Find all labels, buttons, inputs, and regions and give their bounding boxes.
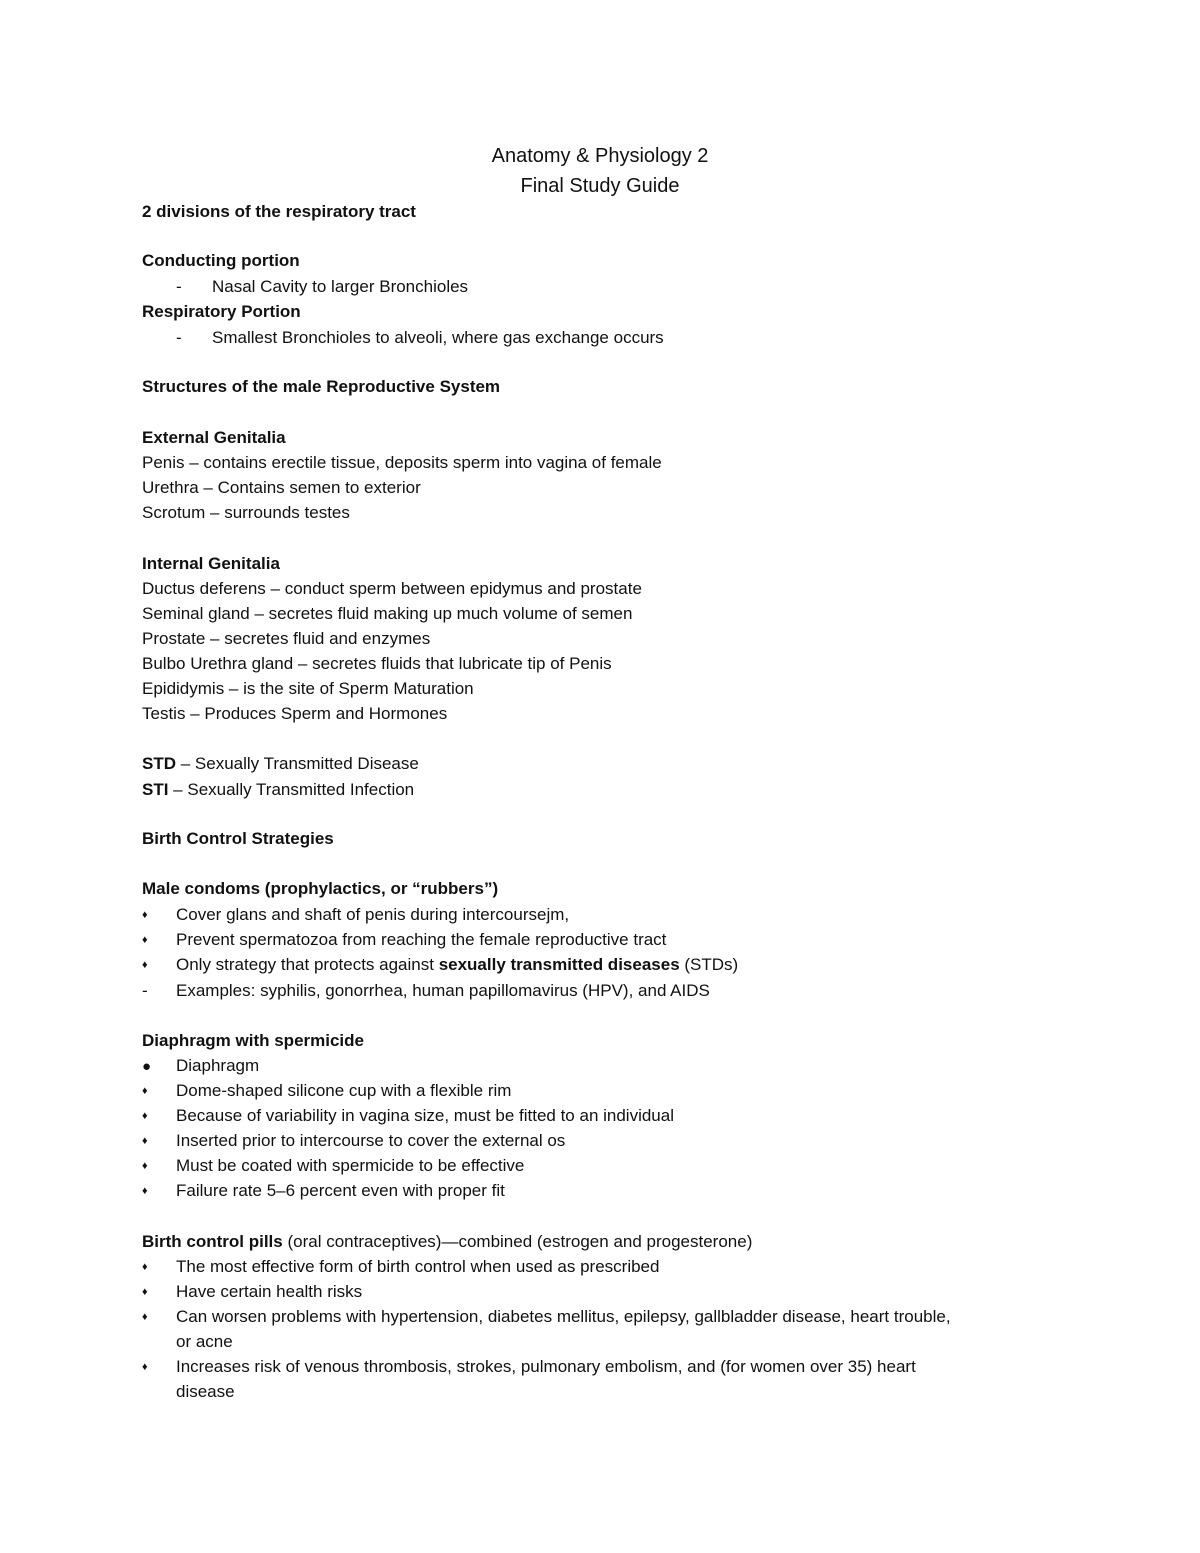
std-term: STD bbox=[142, 754, 176, 773]
bullet-marker: ♦ bbox=[142, 1110, 148, 1122]
external-genitalia-heading: External Genitalia bbox=[142, 428, 286, 447]
bullet-marker: ♦ bbox=[142, 934, 148, 946]
list-item: Penis – contains erectile tissue, deposits sperm into vagina of female bbox=[142, 453, 662, 472]
birth-control-heading: Birth Control Strategies bbox=[142, 829, 334, 848]
bullet-marker: ♦ bbox=[142, 1261, 148, 1273]
document-title: Anatomy & Physiology 2 bbox=[491, 145, 709, 167]
bullet-marker: ♦ bbox=[142, 1085, 148, 1097]
list-item: Seminal gland – secretes fluid making up much volume of semen bbox=[142, 604, 633, 623]
list-item: Prostate – secretes fluid and enzymes bbox=[142, 629, 431, 648]
bullet-marker: ♦ bbox=[142, 1361, 148, 1373]
bullet-marker: ♦ bbox=[142, 909, 148, 921]
dash-marker: - bbox=[142, 981, 148, 1000]
list-item: Urethra – Contains semen to exterior bbox=[142, 478, 421, 497]
bullet-marker: ♦ bbox=[142, 1135, 148, 1147]
bullet-marker: ♦ bbox=[142, 1185, 148, 1197]
document-page: Anatomy & Physiology 2 Final Study Guide 2 divisions of the respiratory tract Conducting portion - Nasal Cavity to larger Bronchioles Respiratory Portion - Smallest Bronchioles to alveoli, where gas exchange occurs Structures of the male Reproductive System External Genitalia Penis – contains erectile tissue, deposits sperm into vagina of female Urethra – Contains semen to exterior Scrotum – surrounds testes Internal Genitalia Ductus deferens – conduct sperm between epidymus and prostate Seminal gland – secretes fluid making up much volume of semen Prostate – secretes fluid and enzymes Bulbo Urethra gland – secretes fluids that lubricate tip of Penis Epididymis – is the site of Sperm Maturation Testis – Produces Sperm and Hormones STD – Sexually Transmitted Disease STI – Sexually Transmitted Infection Birth Control Strategies Male condoms (prophylactics, or “rubbers”) ♦ Cover glans and shaft of penis during intercoursejm, ♦ Prevent spermatozoa from reaching the female reproductive tract ♦ Only strategy that protects against sexually transmitted diseases (STDs) - Examples: syphilis, gonorrhea, human papillomavirus (HPV), and AIDS Diaphragm with spermicide ● Diaphragm ♦ Dome-shaped silicone cup with a flexible rim ♦ Because of variability in vagina size, must be fitted to an individual ♦ Inserted prior to intercourse to cover the external os ♦ Must be coated with spermicide to be effective ♦ Failure rate 5–6 percent even with proper fit Birth control pills (oral contraceptives)—combined (estrogen and progesterone) ♦ The most effective form of birth control when used as prescribed ♦ Have certain health risks ♦ Can worsen problems with hypertension, diabetes mellitus, epilepsy, gallbladder disease, heart trouble, or acne ♦ Increases risk of venous thrombosis, strokes, pulmonary embolism, and (for women over 35) heart disease bbox=[0, 0, 1200, 1553]
bullet-marker: ♦ bbox=[142, 1311, 148, 1323]
diaphragm-heading: Diaphragm with spermicide bbox=[142, 1031, 364, 1050]
list-item: Scrotum – surrounds testes bbox=[142, 503, 350, 522]
list-item: Epididymis – is the site of Sperm Maturation bbox=[142, 679, 474, 698]
bullet-marker: ♦ bbox=[142, 1160, 148, 1172]
list-item: Bulbo Urethra gland – secretes fluids that lubricate tip of Penis bbox=[142, 654, 612, 673]
dash-marker: - bbox=[176, 277, 182, 296]
sti-definition: STI – Sexually Transmitted Infection bbox=[142, 780, 415, 799]
conducting-heading: Conducting portion bbox=[142, 251, 300, 270]
bullet-marker: ♦ bbox=[142, 1286, 148, 1298]
internal-genitalia-heading: Internal Genitalia bbox=[142, 554, 280, 573]
male-repro-heading: Structures of the male Reproductive System bbox=[142, 377, 501, 396]
pills-heading: Birth control pills (oral contraceptives)—combined (estrogen and progesterone) bbox=[142, 1232, 753, 1251]
condoms-heading: Male condoms (prophylactics, or “rubbers”) bbox=[142, 879, 499, 898]
std-definition: STD – Sexually Transmitted Disease bbox=[142, 754, 419, 773]
sti-term: STI bbox=[142, 780, 169, 799]
respiratory-heading: 2 divisions of the respiratory tract bbox=[142, 202, 416, 221]
dash-marker: - bbox=[176, 328, 182, 347]
list-item: Ductus deferens – conduct sperm between epidymus and prostate bbox=[142, 579, 642, 598]
dot-marker: ● bbox=[142, 1058, 152, 1075]
list-item: Testis – Produces Sperm and Hormones bbox=[142, 704, 448, 723]
bullet-marker: ♦ bbox=[142, 959, 148, 971]
respiratory-portion-heading: Respiratory Portion bbox=[142, 302, 301, 321]
document-subtitle: Final Study Guide bbox=[520, 175, 680, 197]
